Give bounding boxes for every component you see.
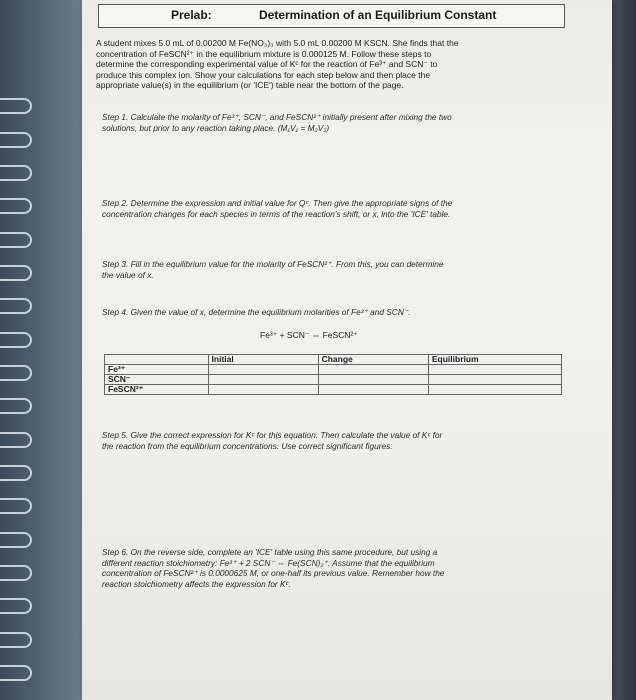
intro-paragraph <box>96 38 546 91</box>
binder-ring <box>0 598 32 614</box>
species-scn: SCN⁻ <box>105 375 209 385</box>
binder-ring <box>0 232 32 248</box>
binder-ring <box>0 398 32 414</box>
ice-header-initial: Initial <box>208 355 318 365</box>
binder-ring <box>0 665 32 681</box>
ice-cell <box>318 385 428 395</box>
ice-header-equilibrium: Equilibrium <box>428 355 561 365</box>
ice-cell <box>208 365 318 375</box>
binder-ring <box>0 298 32 314</box>
page-header <box>98 4 565 28</box>
step-4 <box>102 307 552 318</box>
species-fescn: FeSCN²⁺ <box>105 385 209 395</box>
step-6-line: Step 6. On the reverse side, complete an 'ICE' table using this same procedure, but using a <box>102 547 438 557</box>
ice-cell <box>318 375 428 385</box>
reaction-equation: Fe³⁺ + SCN⁻ ⇔ FeSCN²⁺ <box>260 330 358 340</box>
species-fe: Fe³⁺ <box>105 365 209 375</box>
ice-header-blank <box>105 355 209 365</box>
step-3 <box>102 259 552 280</box>
step-2 <box>102 198 552 219</box>
step-2-line: Step 2. Determine the expression and initial value for Qᶜ. Then give the appropriate signs of the <box>102 198 453 208</box>
binder-ring <box>0 498 32 514</box>
ice-cell <box>428 375 561 385</box>
binder-background <box>0 0 82 700</box>
step-5 <box>102 430 552 451</box>
ice-cell <box>318 365 428 375</box>
binder-ring <box>0 165 32 181</box>
ice-cell <box>428 365 561 375</box>
binder-ring <box>0 265 32 281</box>
ice-header-row <box>105 355 562 365</box>
intro-line: determine the corresponding experimental value of Kᶜ for the reaction of Fe³⁺ and SCN⁻ to <box>96 59 438 69</box>
step-1-line: solutions, but prior to any reaction taking place. (M₁V₁ = M₂V₂) <box>102 122 330 133</box>
binder-ring <box>0 332 32 348</box>
step-4-line: Step 4. Given the value of x, determine the equilibrium molarities of Fe³⁺ and SCN⁻. <box>102 307 411 317</box>
binder-ring <box>0 432 32 448</box>
prelab-label: Prelab: <box>171 8 212 22</box>
step-1-line: Step 1. Calculate the molarity of Fe³⁺, SCN⁻, and FeSCN²⁺ initially present after mixing the two <box>102 112 452 122</box>
step-3-line: the value of x. <box>102 269 154 280</box>
background-edge <box>608 0 636 700</box>
binder-ring <box>0 198 32 214</box>
step-6 <box>102 547 552 589</box>
table-row <box>105 375 562 385</box>
step-5-line: Step 5. Give the correct expression for Kᶜ for this equation. Then calculate the value of Kᶜ for <box>102 430 443 440</box>
step-3-line: Step 3. Fill in the equilibrium value for the molarity of FeSCN²⁺. From this, you can determine <box>102 259 444 269</box>
binder-ring <box>0 632 32 648</box>
ice-header-change: Change <box>318 355 428 365</box>
ice-cell <box>428 385 561 395</box>
table-row <box>105 365 562 375</box>
ice-table <box>104 354 562 395</box>
intro-line: produce this complex ion. Show your calculations for each step below and then place the <box>96 69 431 80</box>
step-6-line: reaction stoichiometry affects the expression for Kᶜ. <box>102 578 291 589</box>
intro-line: concentration of FeSCN²⁺ in the equilibrium mixture is 0.000125 M. Follow these steps to <box>96 48 432 59</box>
binder-ring <box>0 465 32 481</box>
worksheet-page <box>82 0 612 700</box>
intro-line: appropriate value(s) in the equilibrium (or 'ICE') table near the bottom of the page. <box>96 80 404 90</box>
binder-ring <box>0 132 32 148</box>
binder-ring <box>0 365 32 381</box>
step-2-line: concentration changes for each species in terms of the reaction's shift, or x, into the 'ICE' table. <box>102 208 451 219</box>
step-1 <box>102 112 552 133</box>
page-title: Determination of an Equilibrium Constant <box>259 8 497 22</box>
step-6-line: concentration of FeSCN²⁺ is 0.0000625 M, or one-half its previous value. Remember how the <box>102 568 445 578</box>
step-6-line: different reaction stoichiometry: Fe³⁺ + 2 SCN⁻ ⇔ Fe(SCN)₂⁺. Assume that the equilibrium <box>102 557 435 568</box>
binder-ring <box>0 565 32 581</box>
step-5-line: the reaction from the equilibrium concentrations. Use correct significant figures. <box>102 440 393 451</box>
table-row <box>105 385 562 395</box>
ice-cell <box>208 375 318 385</box>
intro-line: A student mixes 5.0 mL of 0.00200 M Fe(NO₃)₃ with 5.0 mL 0.00200 M KSCN. She finds that the <box>96 38 459 48</box>
binder-ring <box>0 98 32 114</box>
ice-cell <box>208 385 318 395</box>
binder-ring <box>0 532 32 548</box>
